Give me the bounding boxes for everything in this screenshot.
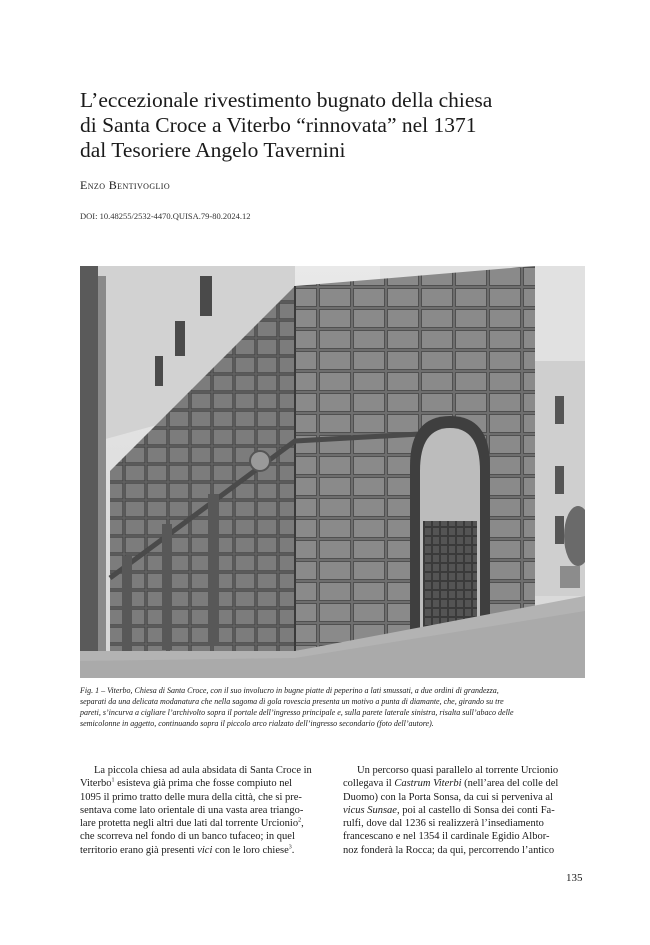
figure-photo-santa-croce bbox=[80, 266, 585, 678]
footnote-ref[interactable]: 3 bbox=[288, 844, 292, 851]
caption-line: separati da una delicata modanatura che nella sagoma di gola rovescia presenta un motivo a punta di diamante, che, girando su tre bbox=[80, 697, 504, 706]
title-line: dal Tesoriere Angelo Tavernini bbox=[80, 138, 346, 162]
body-column-left bbox=[80, 764, 322, 857]
body-line: La piccola chiesa ad aula absidata di Santa Croce in bbox=[94, 765, 312, 776]
body-line: noz fonderà la Rocca; da qui, percorrendo l’antico bbox=[343, 844, 555, 856]
body-line: Viterbo$^1$ esisteva già prima che fosse compiuto nel bbox=[80, 777, 293, 790]
body-line: collegava il Castrum Viterbi (nell’area del colle del bbox=[343, 778, 559, 790]
body-line: lare protetta negli altri due lati dal torrente Urcionio$^2$, bbox=[80, 817, 304, 830]
church-photo-illustration bbox=[80, 266, 585, 678]
body-line: territorio erano già presenti vici con le loro chiese$^3$. bbox=[80, 844, 295, 856]
body-line: Duomo) con la Porta Sonsa, da cui si perveniva al bbox=[343, 791, 553, 803]
caption-line: semicolonne in aggetto, continuando sopra il piccolo arco rialzato dell’ingresso secondario (foto dell’autore). bbox=[80, 719, 434, 728]
body-line: 1095 il primo tratto delle mura della città, che si pre- bbox=[80, 791, 302, 803]
body-line: vicus Sunsae, poi al castello di Sonsa dei conti Fa- bbox=[343, 804, 555, 816]
footnote-ref[interactable]: 1 bbox=[111, 777, 115, 784]
body-line: sentava come lato orientale di una vasta area triango- bbox=[80, 804, 304, 816]
body-line: Un percorso quasi parallelo al torrente Urcionio bbox=[357, 765, 559, 776]
body-line: che scorreva nel fondo di un banco tufaceo; in quel bbox=[80, 831, 295, 843]
body-line: rulfi, dove dal 1236 si realizzerà l’insediamento bbox=[343, 818, 544, 830]
footnote-ref[interactable]: 2 bbox=[298, 817, 302, 824]
body-line: francescano e nel 1354 il cardinale Egidio Albor- bbox=[343, 831, 550, 843]
doi-link[interactable]: DOI: 10.48255/2532-4470.QUISA.79-80.2024.12 bbox=[80, 211, 251, 221]
article-title bbox=[80, 88, 580, 163]
body-column-right bbox=[343, 764, 585, 857]
caption-line: Fig. 1 – Viterbo, Chiesa di Santa Croce, con il suo involucro in bugne piatte di peperino a lati smussati, a due ordini di grandezza, bbox=[80, 686, 499, 695]
page-number: 135 bbox=[566, 872, 583, 884]
title-line: L’eccezionale rivestimento bugnato della chiesa bbox=[80, 88, 493, 112]
caption-line: pareti, s’incurva a cigliare l’archivolto sopra il portale dell’ingresso principale e, sulla parete laterale sinistra, risalta sull’abaco delle bbox=[80, 708, 514, 717]
title-line: di Santa Croce a Viterbo “rinnovata” nel 1371 bbox=[80, 113, 477, 137]
author-name: Enzo Bentivoglio bbox=[80, 178, 171, 192]
figure-caption bbox=[80, 685, 585, 729]
